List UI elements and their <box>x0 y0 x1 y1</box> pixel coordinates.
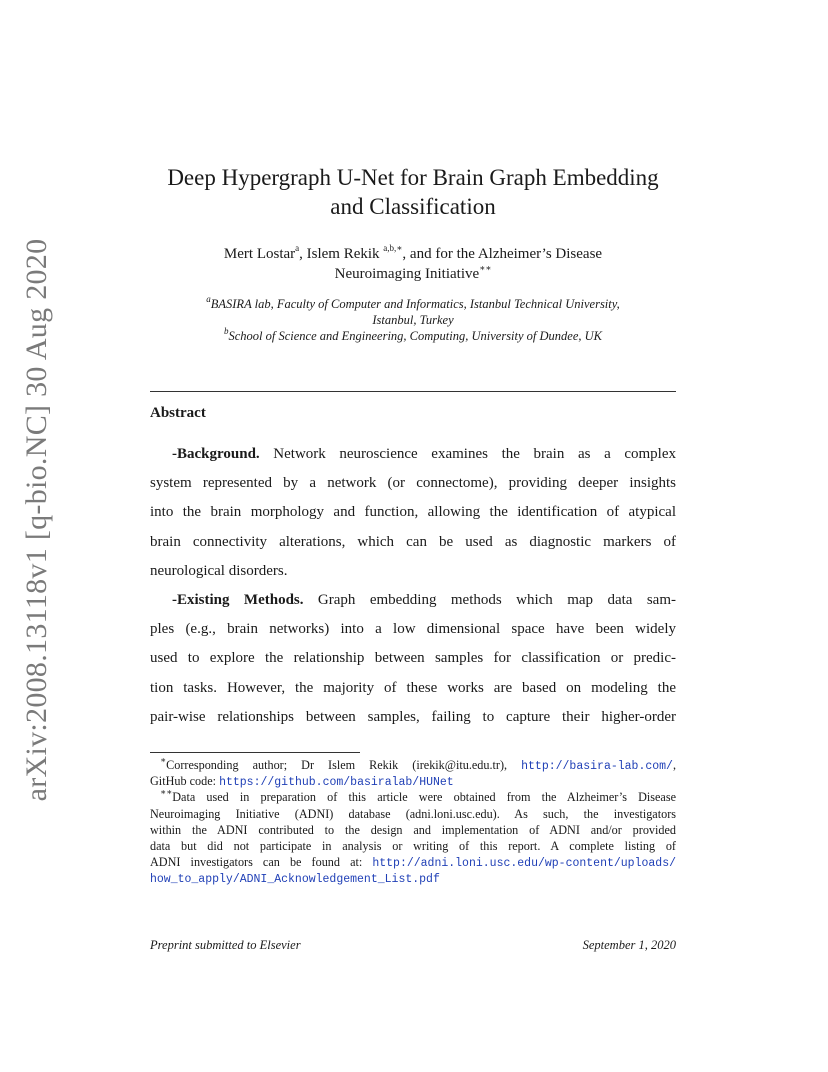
affiliation-mark: b <box>223 325 229 336</box>
abstract-top-rule <box>150 391 676 392</box>
paragraph-line <box>150 586 676 615</box>
affiliation-a-line-1 <box>140 293 686 312</box>
title-line-1: Deep Hypergraph U-Net for Brain Graph Embedding <box>167 165 659 190</box>
background-label: -Background. <box>172 446 260 462</box>
author-affil-mark: ∗∗ <box>479 263 492 273</box>
paragraph-line: ples (e.g., brain networks) into a low dimensional space have been widely <box>150 621 676 638</box>
title-line-2: and Classification <box>330 194 496 219</box>
footnote-2-line-1 <box>150 789 676 805</box>
footnote-rule <box>150 752 360 753</box>
abstract-heading: Abstract <box>150 405 206 421</box>
affiliation-b-line <box>140 325 686 344</box>
footnote-text: , <box>672 758 676 772</box>
affiliation-a-line-2: Istanbul, Turkey <box>372 313 454 327</box>
author-separator: , Islem Rekik <box>299 246 384 262</box>
paragraph-line: into the brain morphology and function, allowing the identification of atypical <box>150 504 676 521</box>
affiliation-a-text: BASIRA lab, Faculty of Computer and Informatics, Istanbul Technical University, <box>210 297 620 311</box>
arxiv-identifier: arXiv:2008.13118v1 [q-bio.NC] 30 Aug 2020 <box>20 238 53 802</box>
author-consortium: Neuroimaging Initiative <box>334 266 480 282</box>
paragraph-line <box>150 440 676 469</box>
basira-lab-link[interactable]: http://basira-lab.com/ <box>521 760 673 773</box>
footnote-2-line-4: data but did not participate in analysis or writing of this report. A complete listing of <box>150 838 676 853</box>
footnote-2-line-6 <box>150 870 676 886</box>
line-text: Graph embedding methods which map data sam- <box>303 592 677 608</box>
footnote-text: Data used in preparation of this article were obtained from the Alzheimer’s Disease <box>172 790 676 805</box>
paragraph-line: tion tasks. However, the majority of these works are based on modeling the <box>150 679 676 696</box>
footnote-text: ADNI investigators can be found at: <box>150 855 373 870</box>
abstract-existing-methods-paragraph <box>150 586 676 732</box>
footer-date: September 1, 2020 <box>582 938 676 952</box>
paragraph-line: used to explore the relationship between samples for classification or predic- <box>150 650 676 667</box>
author-name-lostar: Mert Lostar <box>223 246 296 262</box>
paper-title <box>140 163 686 221</box>
author-affil-mark: a,b,∗ <box>383 243 403 253</box>
line-text: Network neuroscience examines the brain as a complex <box>259 446 676 462</box>
adni-list-link-part-1[interactable]: http://adni.loni.usc.edu/wp-content/uploads/ <box>372 857 676 871</box>
author-line-1 <box>140 244 686 264</box>
footnote-2-line-3: within the ADNI contributed to the design and implementation of ADNI and/or provided <box>150 822 676 837</box>
paragraph-line: system represented by a network (or connectome), providing deeper insights <box>150 475 676 492</box>
footnote-mark: ∗ <box>160 754 167 765</box>
paragraph-line: pair-wise relationships between samples, failing to capture their higher-order <box>150 708 676 725</box>
existing-methods-label: -Existing Methods. <box>172 592 304 608</box>
preprint-notice: Preprint submitted to Elsevier <box>150 938 301 952</box>
paragraph-line: brain connectivity alterations, which can be used as diagnostic markers of <box>150 533 676 550</box>
footnote-1-line-1 <box>150 754 676 773</box>
adni-list-link-part-2[interactable]: how_to_apply/ADNI_Acknowledgement_List.pdf <box>150 873 440 887</box>
author-list <box>140 244 686 284</box>
author-name-rest: , and for the Alzheimer’s Disease <box>402 246 603 262</box>
affiliation-mark: a <box>206 293 211 304</box>
footnote-2-line-5 <box>150 854 676 870</box>
footnote-text: GitHub code: <box>150 774 220 789</box>
author-line-2 <box>140 264 686 284</box>
footnotes <box>150 754 676 887</box>
footnote-2-line-2: Neuroimaging Initiative (ADNI) database (adni.loni.usc.edu). As such, the investigators <box>150 806 676 821</box>
paragraph-line: neurological disorders. <box>150 562 288 579</box>
abstract-background-paragraph <box>150 440 676 586</box>
footnote-mark: ∗∗ <box>160 787 173 798</box>
affiliation-b-text: School of Science and Engineering, Computing, University of Dundee, UK <box>228 329 603 343</box>
footnote-1-line-2 <box>150 773 676 789</box>
footnote-text: Corresponding author; Dr Islem Rekik (irekik@itu.edu.tr), <box>166 758 522 772</box>
affiliations <box>140 293 686 344</box>
github-link[interactable]: https://github.com/basiralab/HUNet <box>219 776 454 790</box>
author-affil-mark: a <box>295 243 300 253</box>
